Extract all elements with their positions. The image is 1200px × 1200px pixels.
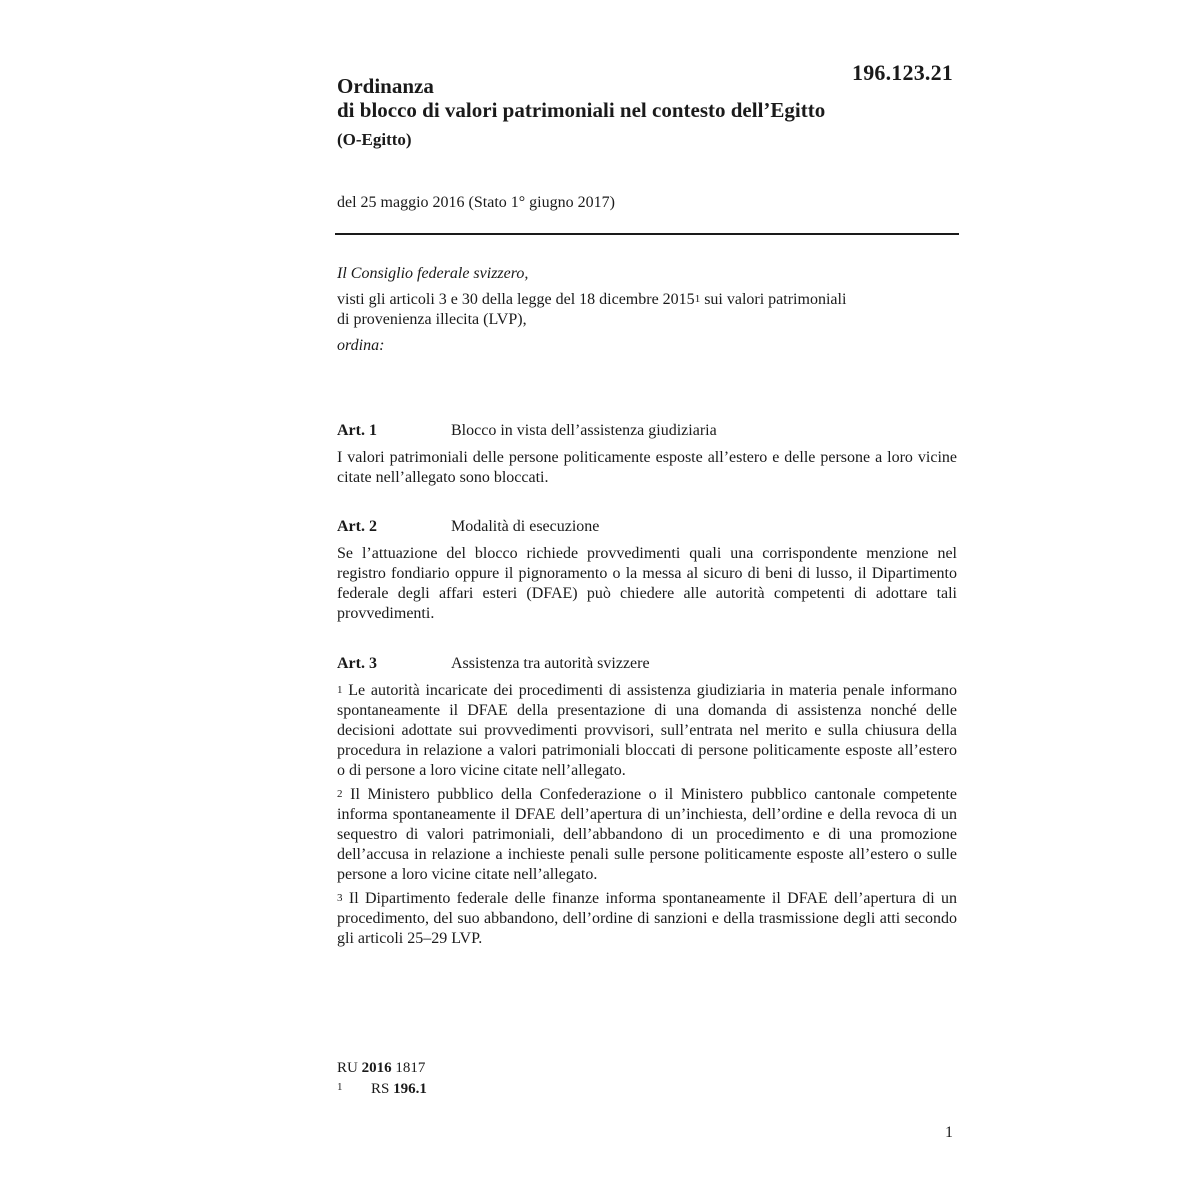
page-number: 1	[945, 1124, 953, 1141]
article-body	[337, 448, 957, 488]
ru-page: 1817	[391, 1060, 426, 1076]
legal-basis-part1: visti gli articoli 3 e 30 della legge del 18 dicembre 2015	[337, 291, 695, 308]
sr-number: 196.123.21	[852, 60, 953, 85]
rs-prefix: RS	[371, 1081, 394, 1097]
paragraph-number: 1	[337, 684, 343, 696]
paragraph-number: 3	[337, 892, 343, 904]
article-heading	[337, 421, 957, 441]
date-line: del 25 maggio 2016 (Stato 1° giugno 2017)	[337, 194, 615, 211]
issuer: Il Consiglio federale svizzero,	[337, 265, 529, 282]
article-number: Art. 3	[337, 655, 377, 672]
legal-basis	[337, 290, 957, 310]
article-heading	[337, 654, 957, 674]
article-paragraph	[337, 889, 957, 949]
article-body	[337, 681, 957, 949]
document-title-type: Ordinanza	[337, 74, 434, 98]
paragraph-text: Il Dipartimento federale delle finanze informa spontaneamente il DFAE dell’apertura di un procedimento, del suo abbandono, dell’ordine di sanzioni e della trasmissione degli atti secondo gli articoli 25–29 LVP.	[337, 890, 957, 947]
footnote-number: 1	[337, 1081, 343, 1093]
ru-year: 2016	[361, 1060, 392, 1076]
article-title: Modalità di esecuzione	[451, 518, 600, 535]
article-body	[337, 544, 957, 624]
article-paragraph	[337, 785, 957, 885]
document-title: di blocco di valori patrimoniali nel contesto dell’Egitto	[337, 98, 826, 122]
preamble	[337, 264, 957, 356]
article-heading	[337, 517, 957, 537]
article-1	[337, 421, 957, 492]
article-paragraph	[337, 544, 957, 624]
paragraph-text: Se l’attuazione del blocco richiede provvedimenti quali una corrispondente menzione nel registro fondiario oppure il pignoramento o la messa al sicuro di beni di lusso, il Dipartimento federale degli affari esteri (DFAE) può chiedere alle autorità competenti di adottare tali provvedimenti.	[337, 545, 957, 622]
paragraph-text: Le autorità incaricate dei procedimenti di assistenza giudiziaria in materia penale informano spontaneamente il DFAE della presentazione di una domanda di assistenza nonché delle decisioni adottate sui provvedimenti provvisori, sull’entrata nel merito e sulla chiusura della procedura in relazione a valori patrimoniali bloccati di persone politicamente esposte all’estero o di persone a loro vicine citate nell’allegato.	[337, 682, 957, 779]
header-divider	[335, 233, 959, 235]
article-number: Art. 2	[337, 518, 377, 535]
title-block	[337, 74, 957, 150]
article-paragraph	[337, 448, 957, 488]
document-abbreviation: (O-Egitto)	[337, 130, 412, 149]
article-2	[337, 517, 957, 628]
article-number: Art. 1	[337, 422, 377, 439]
legal-basis-part2: sui valori patrimoniali	[700, 291, 847, 308]
article-3	[337, 654, 957, 953]
footer-notes	[337, 1058, 427, 1100]
article-title: Blocco in vista dell’assistenza giudiziaria	[451, 422, 717, 439]
ru-prefix: RU	[337, 1060, 362, 1076]
ordina: ordina:	[337, 337, 385, 354]
footnote	[337, 1079, 427, 1100]
paragraph-text: Il Ministero pubblico della Confederazione o il Ministero pubblico cantonale competente informa spontaneamente il DFAE dell’apertura di un’inchiesta, dell’ordine e della revoca di un sequestro di valori patrimoniali, dell’abbandono di un procedimento e di una promozione dell’accusa in relazione a inchieste penali sulle persone politicamente esposte all’estero o sulle persone a loro vicine citate nell’allegato.	[337, 786, 957, 883]
legal-basis-line2: di provenienza illecita (LVP),	[337, 311, 527, 328]
paragraph-text: I valori patrimoniali delle persone politicamente esposte all’estero e delle persone a loro vicine citate nell’allegato sono bloccati.	[337, 449, 957, 486]
article-paragraph	[337, 681, 957, 781]
official-compilation-ref	[337, 1058, 427, 1079]
footnote-text	[371, 1079, 427, 1100]
article-title: Assistenza tra autorità svizzere	[451, 655, 650, 672]
footnote-ref[interactable]: 1	[694, 293, 701, 305]
paragraph-number: 2	[337, 788, 343, 800]
rs-number[interactable]: 196.1	[393, 1081, 427, 1097]
